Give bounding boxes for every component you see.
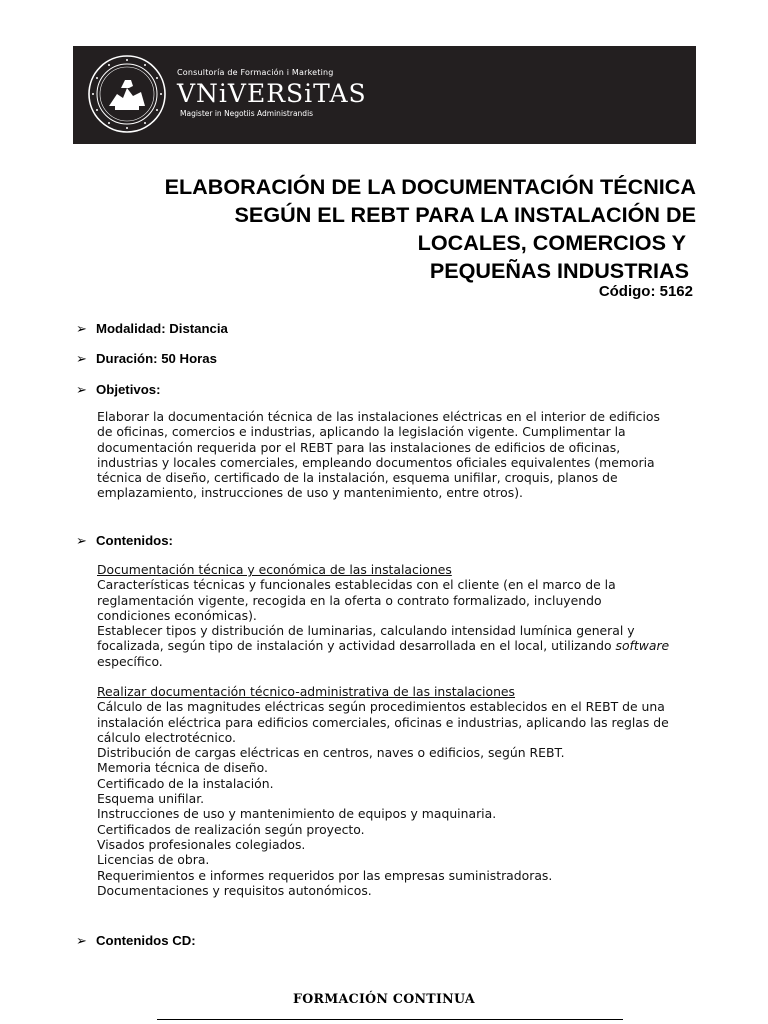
contenidos-label: Contenidos: bbox=[96, 533, 173, 548]
text-line bbox=[97, 638, 702, 653]
brand-motto: Magister in Negotiis Administrandis bbox=[180, 109, 314, 118]
arrow-bullet-icon: ➢ bbox=[76, 382, 87, 397]
text-line: técnica de diseño, certificado de la instalación, esquema unifilar, croquis, planos de bbox=[97, 470, 618, 486]
text-line: Requerimientos e informes requeridos por las empresas suministradoras. bbox=[97, 867, 553, 883]
title-line: LOCALES, COMERCIOS Y bbox=[417, 230, 686, 255]
brand-block bbox=[177, 68, 367, 118]
arrow-bullet-icon: ➢ bbox=[76, 933, 87, 948]
footer-label: FORMACIÓN CONTINUA bbox=[293, 991, 475, 1006]
block-heading: Documentación técnica y económica de las instalaciones bbox=[97, 562, 452, 577]
contenidos-block-1 bbox=[97, 562, 702, 669]
contenidos-cd-label: Contenidos CD: bbox=[96, 933, 196, 948]
course-title bbox=[60, 173, 696, 285]
text-line: industrias y locales comerciales, empleando documentos oficiales equivalentes (memoria bbox=[97, 454, 655, 470]
text-line: emplazamiento, instrucciones de uso y mantenimiento, entre otros). bbox=[97, 485, 523, 501]
text-line: Cálculo de las magnitudes eléctricas según procedimientos establecidos en el REBT de una bbox=[97, 699, 665, 715]
text-line: Esquema unifilar. bbox=[97, 791, 205, 807]
text-line: Instrucciones de uso y mantenimiento de equipos y maquinaria. bbox=[97, 806, 497, 822]
text-line: documentación requerida por el REBT para las instalaciones de edificios de oficinas, bbox=[97, 439, 621, 455]
university-seal-logo bbox=[87, 54, 167, 134]
text-line: reglamentación vigente, recogida en la oferta o contrato formalizado, incluyendo bbox=[97, 592, 602, 608]
text-line: Establecer tipos y distribución de luminarias, calculando intensidad lumínica general y bbox=[97, 623, 635, 639]
course-code: Código: 5162 bbox=[598, 283, 693, 300]
text-segment: focalizada, según tipo de instalación y actividad desarrollada en el local, utilizando bbox=[97, 638, 616, 654]
text-line: Licencias de obra. bbox=[97, 852, 210, 868]
text-line: Certificados de realización según proyecto. bbox=[97, 821, 365, 837]
block-heading: Realizar documentación técnico-administrativa de las instalaciones bbox=[97, 684, 515, 699]
title-line: ELABORACIÓN DE LA DOCUMENTACIÓN TÉCNICA bbox=[164, 174, 696, 199]
bullet-modalidad bbox=[76, 321, 228, 337]
bullet-contenidos bbox=[76, 533, 173, 549]
title-line: SEGÚN EL REBT PARA LA INSTALACIÓN DE bbox=[234, 202, 696, 227]
title-line: PEQUEÑAS INDUSTRIAS bbox=[429, 258, 689, 283]
header-banner bbox=[73, 46, 696, 144]
text-line: de oficinas, comercios e industrias, aplicando la legislación vigente. Cumplimentar la bbox=[97, 424, 626, 440]
text-line: Visados profesionales colegiados. bbox=[97, 836, 306, 852]
modalidad-label: Modalidad: Distancia bbox=[96, 321, 228, 336]
footer-divider bbox=[157, 1019, 623, 1020]
text-line: Memoria técnica de diseño. bbox=[97, 760, 268, 776]
italic-text: software bbox=[615, 638, 670, 654]
text-line: Características técnicas y funcionales establecidas con el cliente (en el marco de la bbox=[97, 577, 616, 593]
text-line: Documentaciones y requisitos autonómicos. bbox=[97, 882, 372, 898]
text-line: instalación eléctrica para edificios comerciales, oficinas e industrias, aplicando las reglas de bbox=[97, 714, 669, 730]
objetivos-label: Objetivos: bbox=[96, 382, 161, 397]
text-line: específico. bbox=[97, 653, 163, 669]
arrow-bullet-icon: ➢ bbox=[76, 351, 87, 366]
text-line: condiciones económicas). bbox=[97, 607, 257, 623]
text-line: Certificado de la instalación. bbox=[97, 775, 274, 791]
bullet-duracion bbox=[76, 351, 217, 367]
arrow-bullet-icon: ➢ bbox=[76, 321, 87, 336]
brand-tagline: Consultoría de Formación i Marketing bbox=[177, 68, 334, 77]
text-line: cálculo electrotécnico. bbox=[97, 729, 236, 745]
text-line: Elaborar la documentación técnica de las instalaciones eléctricas en el interior de edificios bbox=[97, 409, 660, 424]
bullet-objetivos bbox=[76, 382, 160, 398]
contenidos-block-2 bbox=[97, 684, 702, 898]
objetivos-paragraph bbox=[97, 409, 702, 501]
bullet-contenidos-cd bbox=[76, 933, 196, 949]
brand-name: VNiVERSiTAS bbox=[177, 79, 367, 108]
duracion-label: Duración: 50 Horas bbox=[96, 351, 217, 366]
arrow-bullet-icon: ➢ bbox=[76, 533, 87, 548]
text-line: Distribución de cargas eléctricas en centros, naves o edificios, según REBT. bbox=[97, 745, 565, 761]
